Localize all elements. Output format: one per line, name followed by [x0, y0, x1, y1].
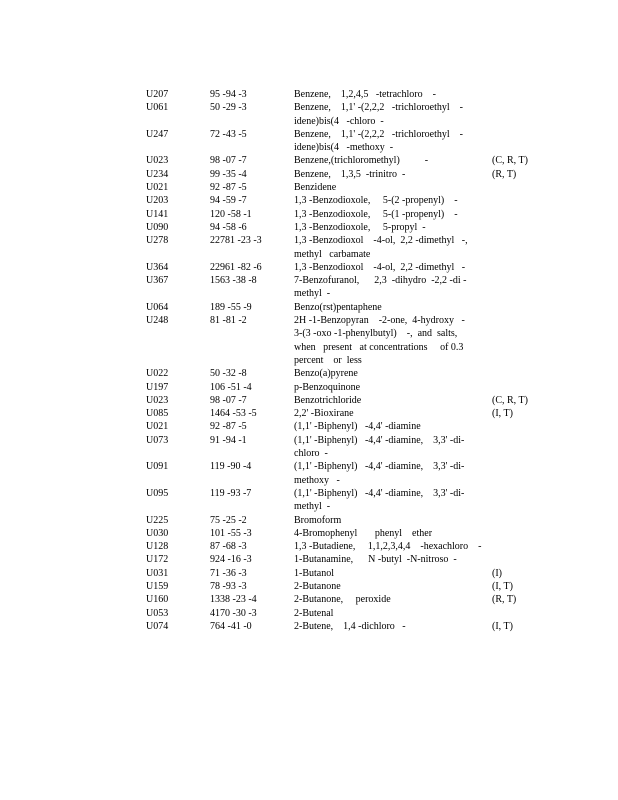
waste-code-cell: U053 — [146, 607, 169, 619]
substance-name-cell: (1,1' -Biphenyl) -4,4' -diamine — [294, 421, 421, 433]
table-row — [146, 394, 566, 407]
cas-number-cell: 98 -07 -7 — [210, 155, 247, 167]
table-row — [146, 168, 566, 181]
substance-name-cell: (1,1' -Biphenyl) -4,4' -diamine, 3,3' -di- methoxy - — [294, 461, 465, 486]
waste-code-cell: U030 — [146, 527, 169, 539]
substance-name-cell: 1,3 -Benzodioxol -4-ol, 2,2 -dimethyl - — [294, 261, 466, 273]
waste-code-cell: U021 — [146, 421, 169, 433]
cas-number-cell: 78 -93 -3 — [210, 580, 247, 592]
table-row — [146, 487, 566, 514]
substance-name-cell: Bromoform — [294, 514, 342, 526]
table-row — [146, 407, 566, 420]
table-row — [146, 381, 566, 394]
table-row — [146, 128, 566, 155]
hazard-code-cell: (C, R, T) — [492, 155, 528, 167]
waste-code-cell: U061 — [146, 102, 169, 114]
substance-name-cell: 1,3 -Butadiene, 1,1,2,3,4,4 -hexachloro - — [294, 541, 482, 553]
table-row — [146, 593, 566, 606]
waste-code-cell: U207 — [146, 89, 169, 100]
table-row — [146, 314, 566, 367]
waste-code-cell: U023 — [146, 394, 169, 406]
cas-number-cell: 1464 -53 -5 — [210, 408, 257, 420]
waste-code-cell: U031 — [146, 567, 169, 579]
waste-code-cell: U364 — [146, 261, 169, 273]
substance-name-cell: Benzene, 1,3,5 -trinitro - — [294, 168, 406, 180]
cas-number-cell: 764 -41 -0 — [210, 620, 252, 632]
cas-number-cell: 22961 -82 -6 — [210, 261, 262, 273]
cas-number-cell: 106 -51 -4 — [210, 381, 252, 393]
cas-number-cell: 98 -07 -7 — [210, 394, 247, 406]
waste-code-cell: U022 — [146, 368, 169, 380]
table-row — [146, 101, 566, 128]
hazard-code-cell: (I, T) — [492, 620, 513, 632]
table-row — [146, 607, 566, 620]
table-row — [146, 460, 566, 487]
cas-number-cell: 72 -43 -5 — [210, 128, 247, 140]
table-row — [146, 367, 566, 380]
waste-code-cell: U159 — [146, 580, 169, 592]
substance-name-cell: 2,2' -Bioxirane — [294, 408, 354, 420]
substance-name-cell: Benzene,(trichloromethyl) - — [294, 155, 429, 167]
cas-number-cell: 75 -25 -2 — [210, 514, 247, 526]
table-row — [146, 514, 566, 527]
cas-number-cell: 94 -58 -6 — [210, 221, 247, 233]
table-row — [146, 208, 566, 221]
waste-code-cell: U203 — [146, 195, 169, 207]
cas-number-cell: 94 -59 -7 — [210, 195, 247, 207]
waste-code-cell: U367 — [146, 275, 169, 287]
waste-code-cell: U128 — [146, 541, 169, 553]
waste-code-cell: U225 — [146, 514, 169, 526]
cas-number-cell: 50 -32 -8 — [210, 368, 247, 380]
waste-code-cell: U234 — [146, 168, 169, 180]
table-row — [146, 527, 566, 540]
substance-name-cell: Benzo(a)pyrene — [294, 368, 358, 380]
substance-name-cell: (1,1' -Biphenyl) -4,4' -diamine, 3,3' -di- methyl - — [294, 487, 465, 513]
waste-code-cell: U023 — [146, 155, 169, 167]
hazard-code-cell: (R, T) — [492, 168, 517, 180]
hazard-code-cell: (R, T) — [492, 594, 517, 606]
cas-number-cell: 99 -35 -4 — [210, 168, 247, 180]
substance-name-cell: Benzene, 1,2,4,5 -tetrachloro - — [294, 89, 436, 100]
table-row — [146, 580, 566, 593]
cas-number-cell: 189 -55 -9 — [210, 301, 252, 313]
substance-name-cell: (1,1' -Biphenyl) -4,4' -diamine, 3,3' -di- chloro - — [294, 434, 465, 460]
hazardous-waste-table — [146, 88, 566, 633]
cas-number-cell: 119 -90 -4 — [210, 461, 252, 473]
cas-number-cell: 92 -87 -5 — [210, 182, 247, 194]
waste-code-cell: U248 — [146, 315, 169, 327]
cas-number-cell: 120 -58 -1 — [210, 208, 252, 220]
cas-number-cell: 4170 -30 -3 — [210, 607, 257, 619]
substance-name-cell: Benzo(rst)pentaphene — [294, 301, 382, 313]
substance-name-cell: 1,3 -Benzodioxol -4-ol, 2,2 -dimethyl -, methyl carbamate — [294, 235, 468, 260]
table-row — [146, 620, 566, 633]
substance-name-cell: Benzotrichloride — [294, 394, 362, 406]
substance-name-cell: 1,3 -Benzodioxole, 5-(2 -propenyl) - — [294, 195, 458, 207]
cas-number-cell: 101 -55 -3 — [210, 527, 252, 539]
waste-code-cell: U278 — [146, 235, 169, 247]
cas-number-cell: 92 -87 -5 — [210, 421, 247, 433]
substance-name-cell: 1,3 -Benzodioxole, 5-propyl - — [294, 221, 426, 233]
table-row — [146, 234, 566, 261]
substance-name-cell: Benzene, 1,1' -(2,2,2 -trichloroethyl - idene)bis(4 -chloro - — [294, 102, 463, 127]
cas-number-cell: 119 -93 -7 — [210, 487, 252, 499]
cas-number-cell: 1338 -23 -4 — [210, 594, 257, 606]
cas-number-cell: 924 -16 -3 — [210, 554, 252, 566]
hazard-code-cell: (I) — [492, 567, 502, 579]
hazard-code-cell: (C, R, T) — [492, 394, 528, 406]
substance-name-cell: Benzidene — [294, 182, 337, 194]
waste-code-cell: U095 — [146, 487, 169, 499]
waste-code-cell: U091 — [146, 461, 169, 473]
table-row — [146, 434, 566, 461]
substance-name-cell: p-Benzoquinone — [294, 381, 361, 393]
substance-name-cell: 1,3 -Benzodioxole, 5-(1 -propenyl) - — [294, 208, 458, 220]
table-row — [146, 154, 566, 167]
table-row — [146, 567, 566, 580]
table-row — [146, 221, 566, 234]
waste-code-cell: U090 — [146, 221, 169, 233]
waste-code-cell: U021 — [146, 182, 169, 194]
table-row — [146, 301, 566, 314]
waste-code-cell: U160 — [146, 594, 169, 606]
hazard-code-cell: (I, T) — [492, 408, 513, 420]
waste-code-cell: U074 — [146, 620, 169, 632]
substance-name-cell: 2-Butanone — [294, 580, 341, 592]
substance-name-cell: 1-Butanol — [294, 567, 334, 579]
substance-name-cell: 2-Butene, 1,4 -dichloro - — [294, 620, 406, 632]
waste-code-cell: U141 — [146, 208, 169, 220]
cas-number-cell: 22781 -23 -3 — [210, 235, 262, 247]
cas-number-cell: 87 -68 -3 — [210, 541, 247, 553]
table-row — [146, 420, 566, 433]
cas-number-cell: 50 -29 -3 — [210, 102, 247, 114]
cas-number-cell: 95 -94 -3 — [210, 89, 247, 100]
cas-number-cell: 81 -81 -2 — [210, 315, 247, 327]
substance-name-cell: 2H -1-Benzopyran -2-one, 4-hydroxy - 3-(3 -oxo -1-phenylbutyl) -, and salts, when present at concentrations of 0.3 percent or less — [294, 315, 465, 366]
table-row — [146, 88, 566, 101]
cas-number-cell: 91 -94 -1 — [210, 434, 247, 446]
table-row — [146, 194, 566, 207]
waste-code-cell: U073 — [146, 434, 169, 446]
waste-code-cell: U085 — [146, 408, 169, 420]
table-row — [146, 540, 566, 553]
substance-name-cell: Benzene, 1,1' -(2,2,2 -trichloroethyl - idene)bis(4 -methoxy - — [294, 128, 463, 154]
hazard-code-cell: (I, T) — [492, 580, 513, 592]
table-row — [146, 261, 566, 274]
waste-code-cell: U247 — [146, 128, 169, 140]
cas-number-cell: 1563 -38 -8 — [210, 275, 257, 287]
substance-name-cell: 4-Bromophenyl phenyl ether — [294, 527, 433, 539]
substance-name-cell: 1-Butanamine, N -butyl -N-nitroso - — [294, 554, 457, 566]
table-row — [146, 553, 566, 566]
waste-code-cell: U172 — [146, 554, 169, 566]
table-row — [146, 274, 566, 301]
table-row — [146, 181, 566, 194]
waste-code-cell: U197 — [146, 381, 169, 393]
cas-number-cell: 71 -36 -3 — [210, 567, 247, 579]
substance-name-cell: 2-Butanone, peroxide — [294, 594, 391, 606]
waste-code-cell: U064 — [146, 301, 169, 313]
substance-name-cell: 2-Butenal — [294, 607, 334, 619]
substance-name-cell: 7-Benzofuranol, 2,3 -dihydro -2,2 -di - methyl - — [294, 275, 467, 300]
